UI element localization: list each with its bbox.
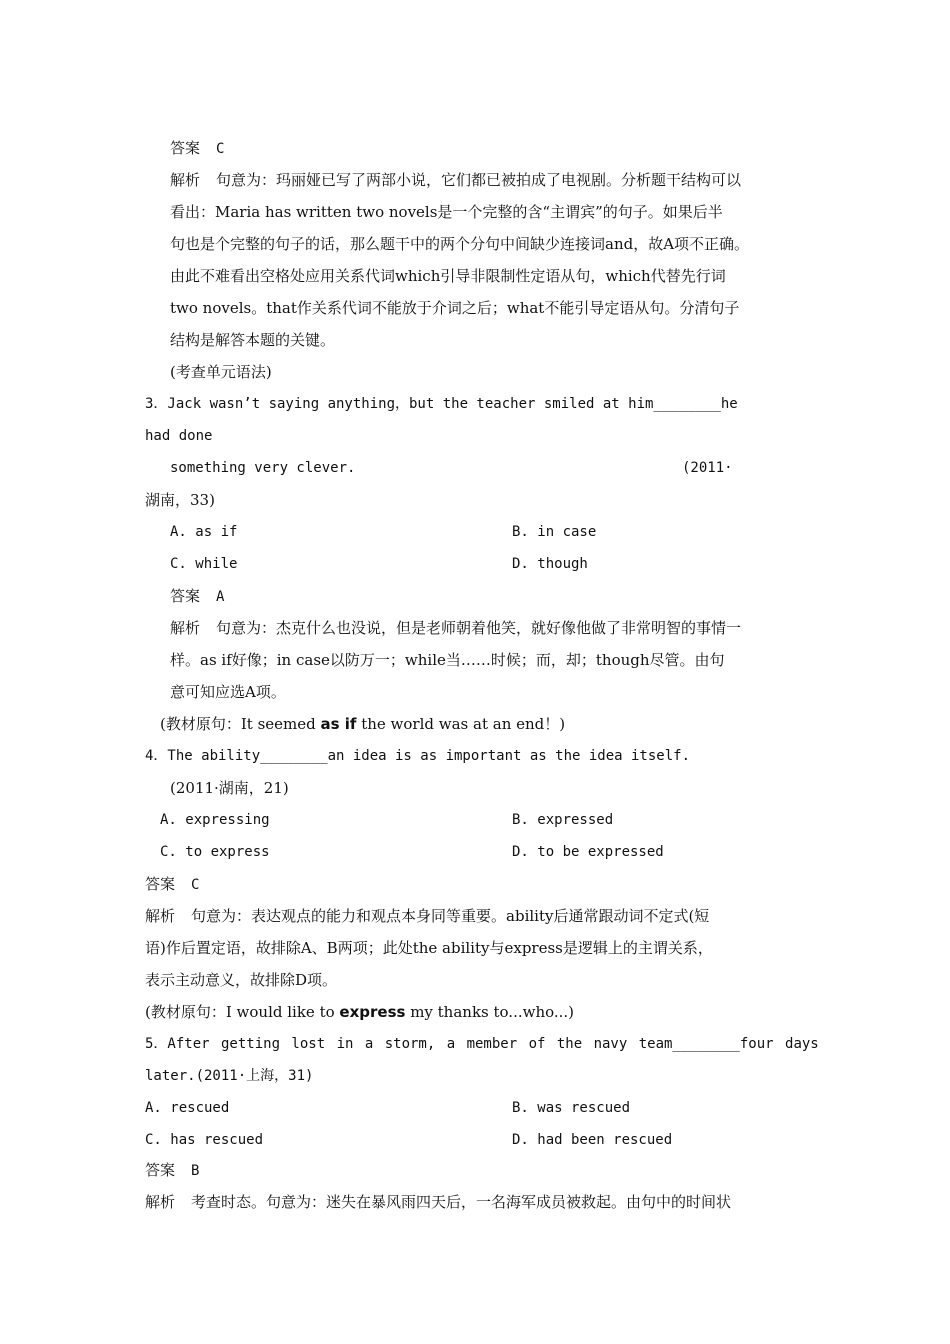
q4-option-b: B. expressed: [512, 812, 614, 828]
q3-option-d: D. though: [512, 556, 588, 572]
q3-source-a: (2011·: [682, 460, 733, 476]
origin-suffix: the world was at an end！): [356, 715, 566, 733]
origin-suffix: my thanks to...who...): [405, 1003, 575, 1021]
origin-bold: as if: [320, 715, 357, 733]
answer-value: C: [191, 877, 200, 893]
q4-origin-sentence: [145, 1002, 574, 1022]
q5-option-d: D. had been rescued: [512, 1132, 673, 1148]
q3-stem-line-3: something very clever.: [170, 460, 356, 476]
q3-option-b: B. in case: [512, 524, 597, 540]
q3-option-a: A. as if: [170, 524, 238, 540]
q2-analysis-line-5: two novels。that作关系代词不能放于介词之后；what不能引导定语从句。分清句子: [170, 299, 740, 317]
q4-stem: 4．The ability________an idea is as important as the idea itself.: [145, 748, 691, 764]
q4-analysis-line-1: [145, 906, 709, 926]
q2-analysis-line-2: 看出：Maria has written two novels是一个完整的含“主谓宾”的句子。如果后半: [170, 203, 723, 221]
analysis-label: 解析: [170, 619, 201, 637]
q3-stem-line-1: 3．Jack wasn’t saying anything，but the teacher smiled at him________he: [145, 396, 738, 412]
answer-label: 答案: [145, 875, 176, 893]
q3-answer-line: [170, 586, 224, 607]
analysis-text: 句意为：表达观点的能力和观点本身同等重要。ability后通常跟动词不定式(短: [191, 907, 710, 925]
origin-prefix: (教材原句：I would like to: [145, 1003, 340, 1021]
q3-analysis-line-3: 意可知应选A项。: [170, 683, 286, 701]
origin-bold: express: [339, 1003, 406, 1021]
q2-analysis-line-3: 句也是个完整的句子的话，那么题干中的两个分句中间缺少连接词and，故A项不正确。: [170, 235, 750, 253]
analysis-label: 解析: [145, 1193, 176, 1211]
answer-label: 答案: [170, 139, 201, 157]
q2-answer-line: [170, 138, 224, 159]
q4-option-c: C. to express: [160, 844, 270, 860]
analysis-text: 句意为：玛丽娅已写了两部小说，它们都已被拍成了电视剧。分析题干结构可以: [216, 171, 742, 189]
analysis-text: 考查时态。句意为：迷失在暴风雨四天后，一名海军成员被救起。由句中的时间状: [191, 1193, 732, 1211]
q4-analysis-line-2: 语)作后置定语，故排除A、B两项；此处the ability与express是逻辑上的主谓关系，: [145, 939, 713, 957]
origin-prefix: (教材原句：It seemed: [160, 715, 321, 733]
q2-analysis-line-6: 结构是解答本题的关键。: [170, 331, 336, 349]
q5-answer-line: [145, 1160, 199, 1181]
q2-analysis-line-4: 由此不难看出空格处应用关系代词which引导非限制性定语从句，which代替先行词: [170, 267, 726, 285]
q5-stem-line-1: 5．After getting lost in a storm, a member of the navy team________four days: [145, 1036, 819, 1052]
q5-option-b: B. was rescued: [512, 1100, 631, 1116]
q3-analysis-line-2: 样。as if好像；in case以防万一；while当……时候；而，却；though尽管。由句: [170, 651, 725, 669]
q2-note: (考查单元语法): [170, 363, 272, 381]
q4-option-d: D. to be expressed: [512, 844, 664, 860]
q4-answer-line: [145, 874, 199, 895]
answer-value: C: [216, 141, 225, 157]
answer-value: B: [191, 1163, 200, 1179]
q4-source: (2011·湖南，21): [170, 779, 289, 797]
q3-source-b: 湖南，33): [145, 491, 215, 509]
answer-value: A: [216, 589, 225, 605]
q5-option-c: C. has rescued: [145, 1132, 264, 1148]
q4-analysis-line-3: 表示主动意义，故排除D项。: [145, 971, 338, 989]
answer-label: 答案: [145, 1161, 176, 1179]
q3-option-c: C. while: [170, 556, 238, 572]
q4-option-a: A. expressing: [160, 812, 270, 828]
q2-analysis-line-1: [170, 170, 741, 190]
answer-label: 答案: [170, 587, 201, 605]
q3-origin-sentence: [160, 714, 565, 734]
q5-analysis-line-1: [145, 1192, 731, 1212]
q5-option-a: A. rescued: [145, 1100, 230, 1116]
analysis-text: 句意为：杰克什么也没说，但是老师朝着他笑，就好像他做了非常明智的事情一: [216, 619, 742, 637]
analysis-label: 解析: [145, 907, 176, 925]
analysis-label: 解析: [170, 171, 201, 189]
q3-analysis-line-1: [170, 618, 741, 638]
q3-stem-line-2: had done: [145, 428, 213, 444]
q5-stem-line-2: later.(2011·上海，31): [145, 1068, 314, 1084]
